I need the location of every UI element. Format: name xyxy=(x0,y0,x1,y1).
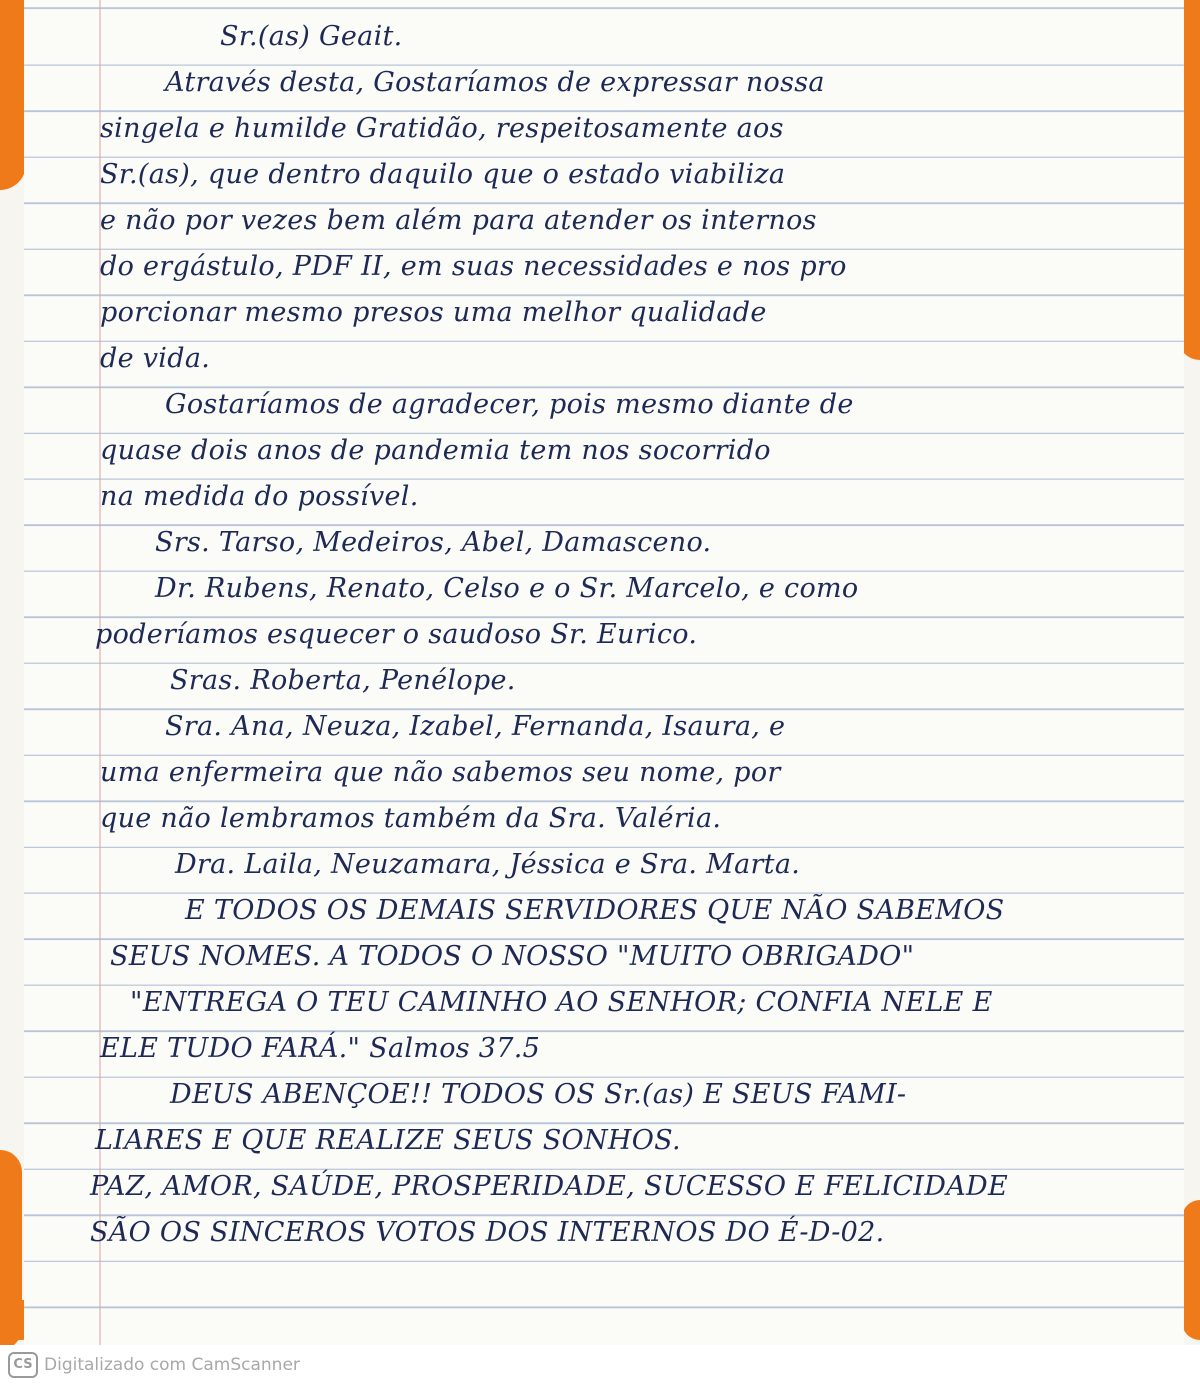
letter-line: Dr. Rubens, Renato, Celso e o Sr. Marcelo, e como xyxy=(155,573,859,604)
letter-line: porcionar mesmo presos uma melhor qualidade xyxy=(100,297,767,328)
letter-line: LIARES E QUE REALIZE SEUS SONHOS. xyxy=(95,1125,681,1156)
letter-line: Dra. Laila, Neuzamara, Jéssica e Sra. Marta. xyxy=(175,849,801,880)
orange-background-top-left xyxy=(0,0,26,190)
letter-line: na medida do possível. xyxy=(100,481,419,512)
letter-line: do ergástulo, PDF II, em suas necessidades e nos pro xyxy=(100,251,847,282)
letter-line: Sra. Ana, Neuza, Izabel, Fernanda, Isaura, e xyxy=(165,711,786,742)
letter-line: SEUS NOMES. A TODOS O NOSSO "MUITO OBRIGADO" xyxy=(110,941,915,972)
orange-background-bottom-right xyxy=(1182,1200,1200,1340)
letter-line: Sr.(as) Geait. xyxy=(220,21,403,52)
letter-line: SÃO OS SINCEROS VOTOS DOS INTERNOS DO É-D-02. xyxy=(90,1217,885,1248)
letter-line: poderíamos esquecer o saudoso Sr. Eurico. xyxy=(95,619,698,650)
letter-line: e não por vezes bem além para atender os internos xyxy=(100,205,817,236)
letter-line: que não lembramos também da Sra. Valéria. xyxy=(100,803,722,834)
letter-line: Através desta, Gostaríamos de expressar nossa xyxy=(165,67,825,98)
letter-line: Sras. Roberta, Penélope. xyxy=(170,665,516,696)
handwritten-letter xyxy=(70,14,1160,1256)
letter-line: "ENTREGA O TEU CAMINHO AO SENHOR; CONFIA NELE E xyxy=(130,987,993,1018)
letter-line: singela e humilde Gratidão, respeitosamente aos xyxy=(100,113,784,144)
letter-line: E TODOS OS DEMAIS SERVIDORES QUE NÃO SABEMOS xyxy=(185,895,1005,926)
letter-line: Gostaríamos de agradecer, pois mesmo diante de xyxy=(165,389,854,420)
letter-line: ELE TUDO FARÁ." Salmos 37.5 xyxy=(100,1033,541,1064)
letter-line: quase dois anos de pandemia tem nos socorrido xyxy=(100,435,771,466)
letter-line: DEUS ABENÇOE!! TODOS OS Sr.(as) E SEUS FAMI- xyxy=(170,1079,907,1110)
letter-line: Sr.(as), que dentro daquilo que o estado viabiliza xyxy=(100,159,786,190)
camscanner-logo-icon: CS xyxy=(8,1352,38,1378)
scanner-watermark-bar xyxy=(0,1345,1200,1385)
scanner-watermark-text: Digitalizado com CamScanner xyxy=(44,1355,300,1375)
letter-line: uma enfermeira que não sabemos seu nome, por xyxy=(100,757,781,788)
letter-line: Srs. Tarso, Medeiros, Abel, Damasceno. xyxy=(155,527,712,558)
letter-line: PAZ, AMOR, SAÚDE, PROSPERIDADE, SUCESSO E FELICIDADE xyxy=(90,1171,1008,1202)
letter-line: de vida. xyxy=(100,343,211,374)
